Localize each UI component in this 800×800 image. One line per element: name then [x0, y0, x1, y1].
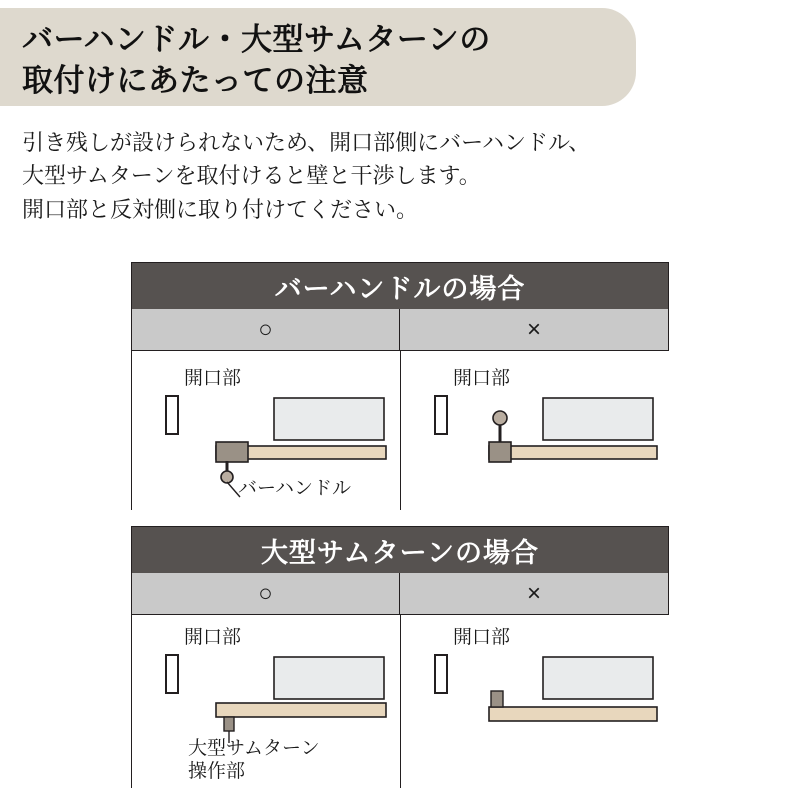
opening-label-text: 開口部 [453, 368, 511, 389]
page-title-line-1: バーハンドル・大型サムターンの [22, 22, 491, 57]
figure-bar-handle-ok [132, 351, 401, 510]
circle-ok-mark: ○ [132, 309, 400, 350]
table-bar-handle-figure-row [132, 351, 668, 510]
title-banner [0, 8, 636, 106]
diagram-bar-handle-ng [401, 351, 669, 509]
figure-bar-handle-ng [401, 351, 669, 510]
table-thumbturn-header: 大型サムターンの場合 [132, 527, 668, 573]
table-thumbturn-mark-row [132, 573, 668, 615]
table-bar-handle-header: バーハンドルの場合 [132, 263, 668, 309]
page-title-line-2: 取付けにあたっての注意 [22, 62, 369, 98]
intro-line-3: 開口部と反対側に取り付けてください。 [22, 196, 419, 222]
opening-label-text: 開口部 [184, 627, 242, 648]
figure-thumbturn-ok [132, 615, 401, 788]
intro-paragraph [22, 126, 782, 226]
bar-handle-part-label: バーハンドル [238, 478, 352, 499]
thumbturn-part-label [188, 737, 320, 783]
table-bar-handle-mark-row [132, 309, 668, 351]
opening-label-text: 開口部 [453, 627, 511, 648]
table-thumbturn-figure-row [132, 615, 668, 788]
opening-label-text: 開口部 [184, 368, 242, 389]
cross-ng-mark: × [526, 579, 541, 607]
diagram-thumbturn-ng [401, 615, 669, 787]
intro-line-1: 引き残しが設けられないため、開口部側にバーハンドル、 [22, 130, 591, 155]
thumbturn-part-label-line-2: 操作部 [188, 761, 246, 783]
intro-line-2: 大型サムターンを取付けると壁と干渉します。 [22, 163, 481, 189]
cross-ng-mark: × [526, 315, 541, 343]
table-bar-handle [131, 262, 669, 510]
table-thumbturn [131, 526, 669, 788]
thumbturn-part-label-line-1: 大型サムターン [188, 738, 320, 759]
figure-thumbturn-ng [401, 615, 669, 788]
circle-ok-mark: ○ [132, 573, 400, 614]
